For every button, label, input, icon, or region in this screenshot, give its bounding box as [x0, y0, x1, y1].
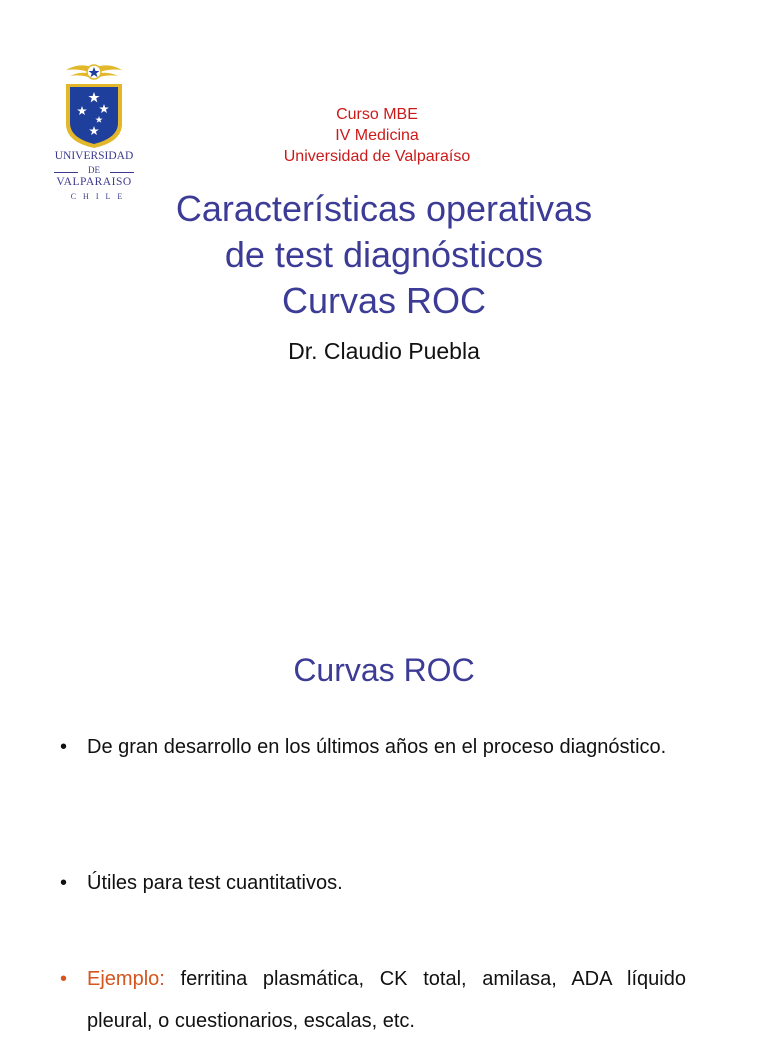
bullet-dot-icon: •: [60, 736, 68, 758]
logo-rule-right: [110, 172, 134, 173]
bullet-item: [60, 726, 686, 768]
bullet-text: Útiles para test cuantitativos.: [87, 872, 343, 894]
bullet-text-example: [87, 958, 686, 1042]
logo-name-line1: UNIVERSIDAD: [54, 150, 134, 162]
course-line-1: Curso MBE: [336, 106, 418, 123]
logo-name-line4: CHILE: [70, 192, 130, 201]
bullet-text: De gran desarrollo en los últimos años en el proceso diagnóstico.: [87, 736, 667, 758]
example-text: ferritina plasmática, CK total, amilasa, ADA líquido pleural, o cuestionarios, escalas, etc.: [87, 968, 686, 1032]
title-line-2: de test diagnósticos: [224, 234, 544, 275]
course-line-3: Universidad de Valparaíso: [283, 148, 471, 165]
slide-2-title: Curvas ROC: [293, 652, 475, 688]
slide-title: [90, 186, 678, 324]
course-info: [200, 104, 554, 167]
example-label: Ejemplo:: [87, 968, 165, 990]
title-line-3: Curvas ROC: [281, 280, 487, 321]
title-line-1: Características operativas: [175, 188, 593, 229]
bullet-item: [60, 862, 686, 904]
university-crest-icon: [52, 62, 136, 148]
course-line-2: IV Medicina: [335, 127, 419, 144]
logo-name-line3: VALPARAISO: [56, 176, 132, 188]
bullet-dot-icon: •: [60, 968, 68, 990]
bullet-item: [60, 958, 686, 1042]
logo-name-line2: DE: [88, 165, 100, 175]
author-name: Dr. Claudio Puebla: [288, 338, 480, 364]
bullet-dot-icon: •: [60, 872, 68, 894]
slide-2: [0, 600, 768, 1032]
